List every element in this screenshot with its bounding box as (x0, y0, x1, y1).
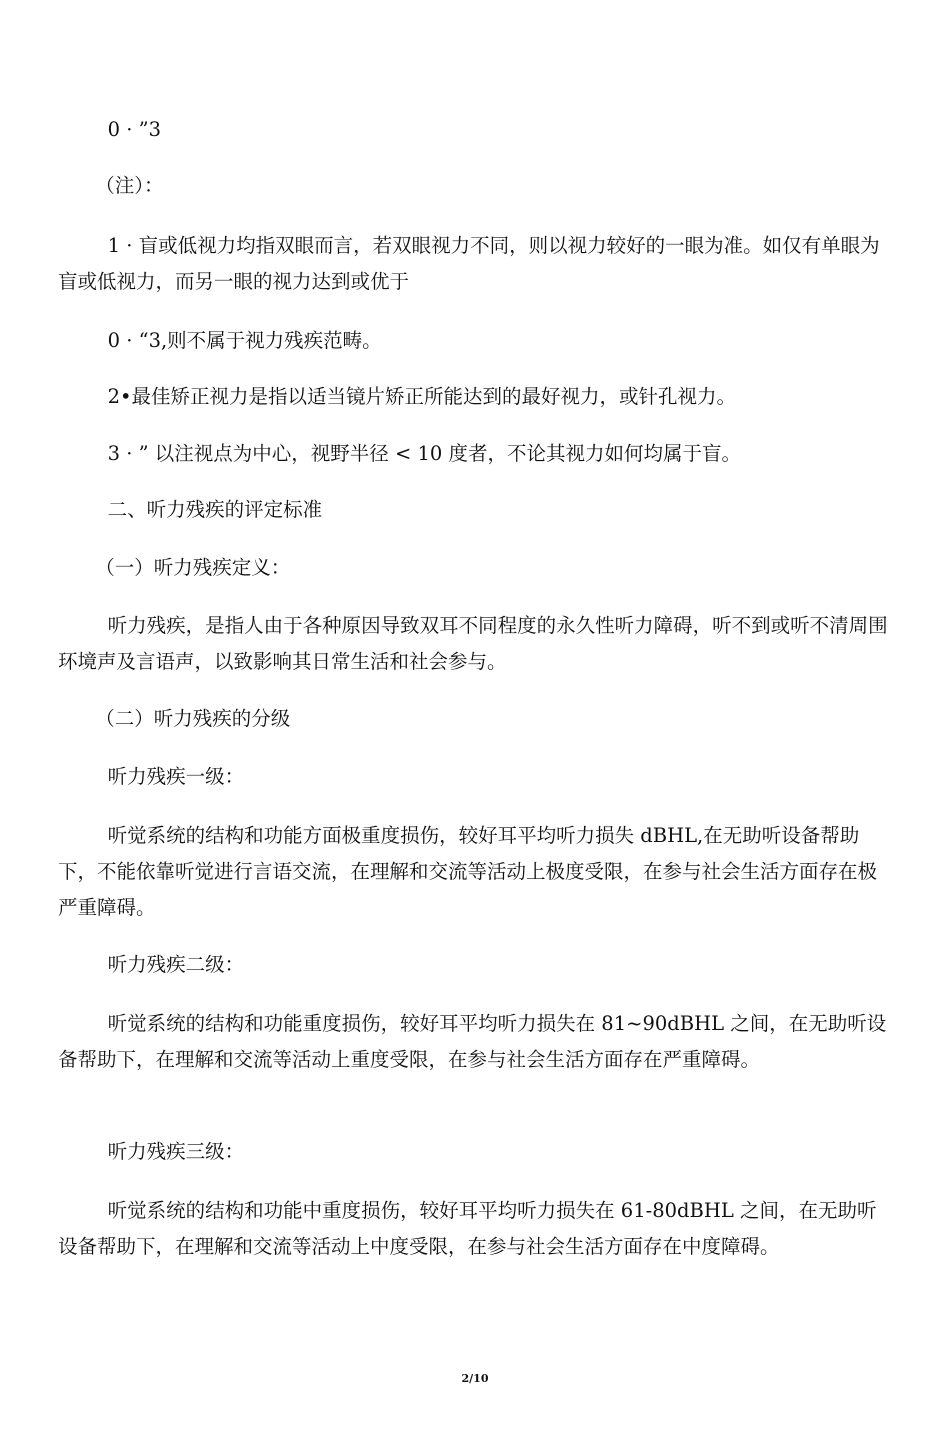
grade-2-text: 听觉系统的结构和功能重度损伤，较好耳平均听力损失在 81~90dBHL 之间，在无助听设备帮助下，在理解和交流等活动上重度受限，在参与社会生活方面存在严重障碍。 (58, 1012, 887, 1071)
subsection-heading-definition: （一）听力残疾定义： (58, 556, 291, 579)
paragraph-note-1-cont: 0 · “3,则不属于视力残疾范畴。 (58, 329, 382, 352)
paragraph-note-heading: （注）： (58, 174, 164, 197)
grade-1-text: 听觉系统的结构和功能方面极重度损伤，较好耳平均听力损失 dBHL,在无助听设备帮助下，不能依靠听觉进行言语交流，在理解和交流等活动上极度受限，在参与社会生活方面存在极严重障碍。 (58, 824, 878, 919)
grade-1-heading: 听力残疾一级： (58, 765, 245, 788)
paragraph-note-2: 2•最佳矫正视力是指以适当镜片矫正所能达到的最好视力，或针孔视力。 (58, 385, 737, 408)
page-number: 2/10 (461, 1372, 489, 1385)
paragraph-0: 0 · ”3 (58, 118, 161, 141)
section-heading-hearing: 二、听力残疾的评定标准 (58, 498, 323, 521)
grade-3-heading: 听力残疾三级： (58, 1140, 245, 1163)
subsection-heading-grading: （二）听力残疾的分级 (58, 707, 291, 730)
paragraph-note-3: 3 · ” 以注视点为中心，视野半径 < 10 度者，不论其视力如何均属于盲。 (58, 442, 742, 465)
grade-2-heading: 听力残疾二级： (58, 953, 245, 976)
paragraph-definition: 听力残疾，是指人由于各种原因导致双耳不同程度的永久性听力障碍，听不到或听不清周围环境声及言语声，以致影响其日常生活和社会参与。 (58, 614, 888, 673)
paragraph-note-1: 1 · 盲或低视力均指双眼而言，若双眼视力不同，则以视力较好的一眼为准。如仅有单眼为盲或低视力，而另一眼的视力达到或优于 (58, 234, 880, 293)
grade-3-text: 听觉系统的结构和功能中重度损伤，较好耳平均听力损失在 61-80dBHL 之间，在无助听设备帮助下，在理解和交流等活动上中度受限，在参与社会生活方面存在中度障碍。 (58, 1199, 877, 1258)
